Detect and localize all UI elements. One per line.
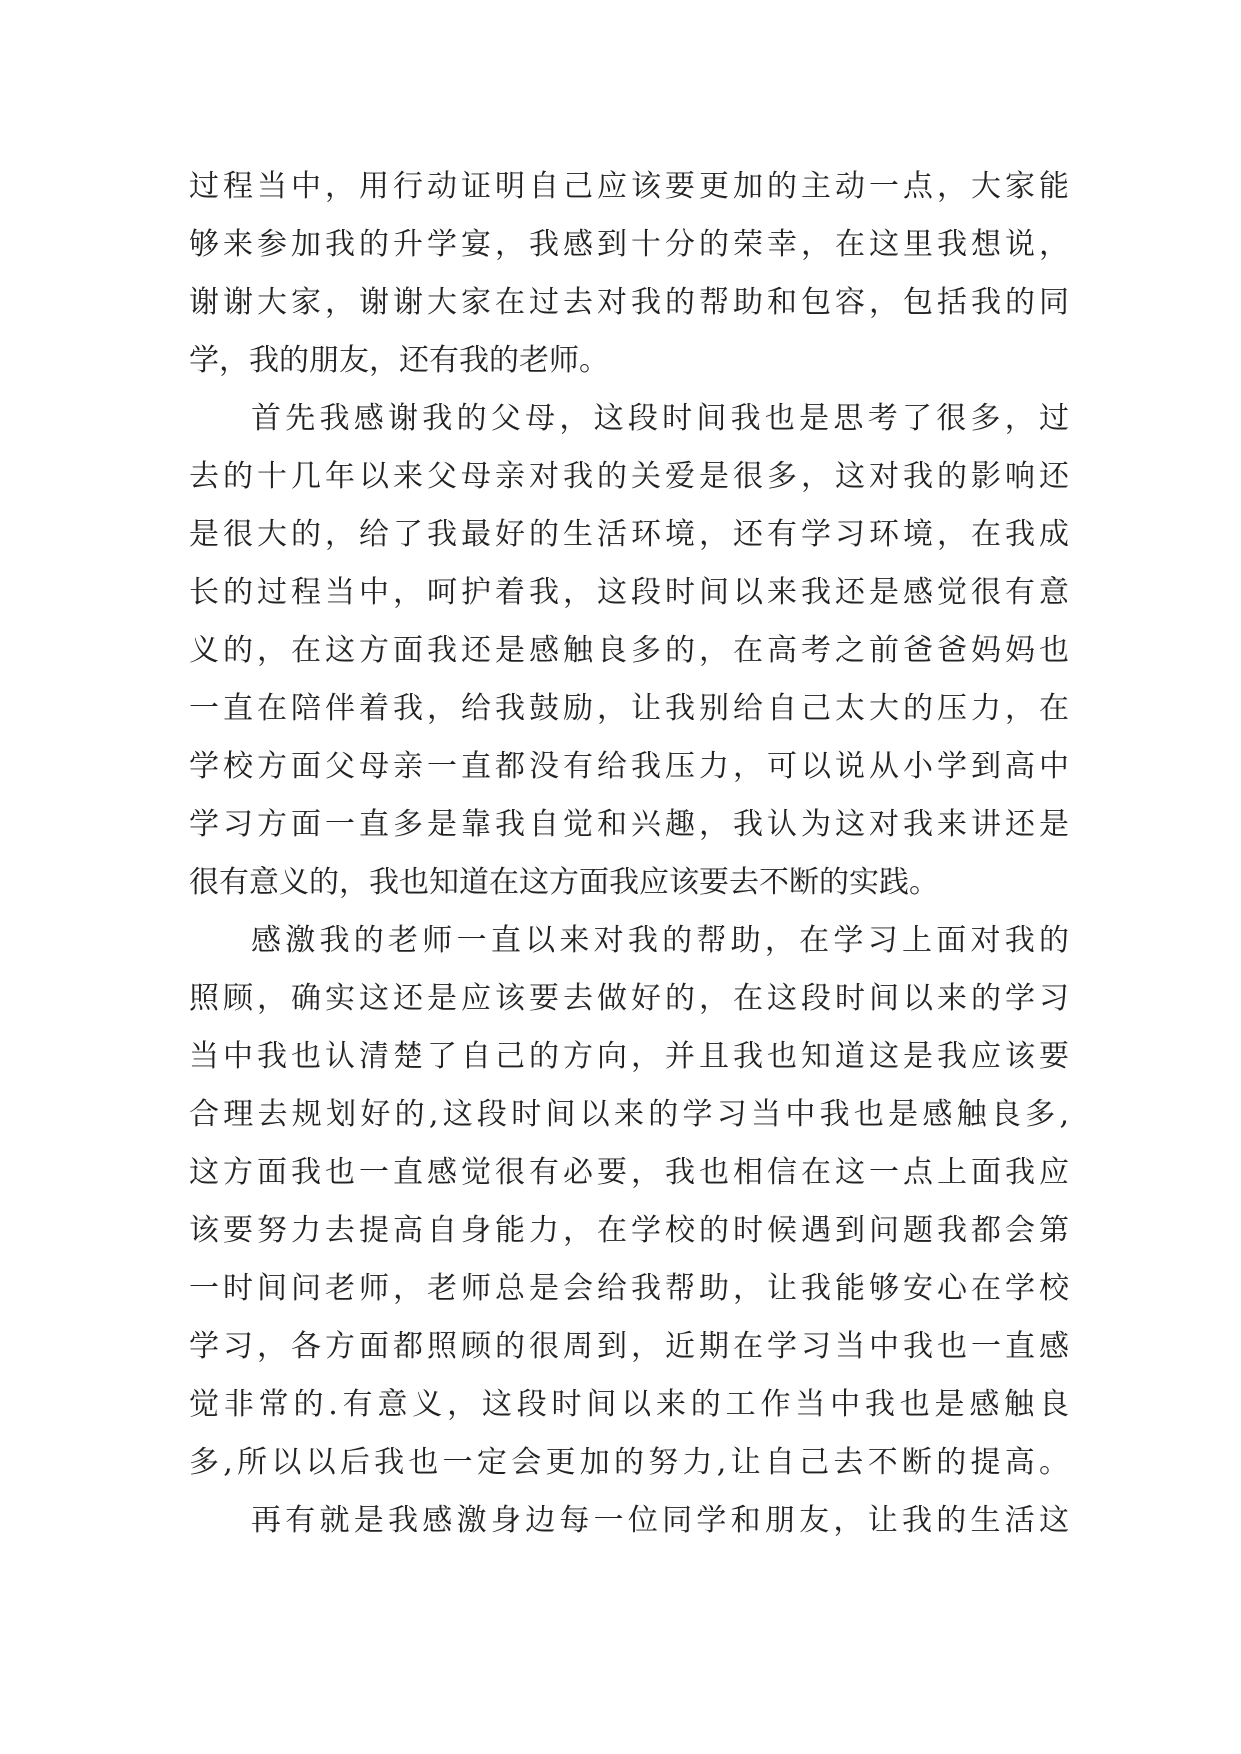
text-line: 去的十几年以来父母亲对我的关爱是很多，这对我的影响还 [189,459,1069,494]
text-line: 很有意义的，我也知道在这方面我应该要去不断的实践。 [189,865,939,900]
text-line: 谢谢大家，谢谢大家在过去对我的帮助和包容，包括我的同 [189,285,1069,320]
text-line: 学习，各方面都照顾的很周到，近期在学习当中我也一直感 [189,1329,1069,1364]
text-line: 是很大的，给了我最好的生活环境，还有学习环境，在我成 [189,517,1069,552]
text-line: 够来参加我的升学宴，我感到十分的荣幸，在这里我想说， [189,227,1069,262]
text-line: 义的，在这方面我还是感触良多的，在高考之前爸爸妈妈也 [189,633,1069,668]
text-line: 觉非常的.有意义，这段时间以来的工作当中我也是感触良 [189,1387,1069,1422]
text-line: 一时间问老师，老师总是会给我帮助，让我能够安心在学校 [189,1271,1069,1306]
text-line: 学，我的朋友，还有我的老师。 [189,343,609,378]
text-line: 过程当中，用行动证明自己应该要更加的主动一点，大家能 [189,169,1069,204]
text-line: 多,所以以后我也一定会更加的努力,让自己去不断的提高。 [189,1445,1069,1480]
text-line: 这方面我也一直感觉很有必要，我也相信在这一点上面我应 [189,1155,1069,1190]
text-line: 该要努力去提高自身能力，在学校的时候遇到问题我都会第 [189,1213,1069,1248]
body-text [189,158,1069,1550]
text-line: 长的过程当中，呵护着我，这段时间以来我还是感觉很有意 [189,575,1069,610]
text-line: 学校方面父母亲一直都没有给我压力，可以说从小学到高中 [189,749,1069,784]
text-line: 当中我也认清楚了自己的方向，并且我也知道这是我应该要 [189,1039,1069,1074]
text-line: 学习方面一直多是靠我自觉和兴趣，我认为这对我来讲还是 [189,807,1069,842]
text-line: 照顾，确实这还是应该要去做好的，在这段时间以来的学习 [189,981,1069,1016]
paragraph-start-line: 首先我感谢我的父母，这段时间我也是思考了很多，过 [251,401,1069,436]
paragraph-start-line: 感激我的老师一直以来对我的帮助，在学习上面对我的 [251,923,1069,958]
paragraph-start-line: 再有就是我感激身边每一位同学和朋友，让我的生活这 [251,1503,1069,1538]
text-line: 合理去规划好的,这段时间以来的学习当中我也是感触良多, [189,1097,1069,1132]
text-line: 一直在陪伴着我，给我鼓励，让我别给自己太大的压力，在 [189,691,1069,726]
